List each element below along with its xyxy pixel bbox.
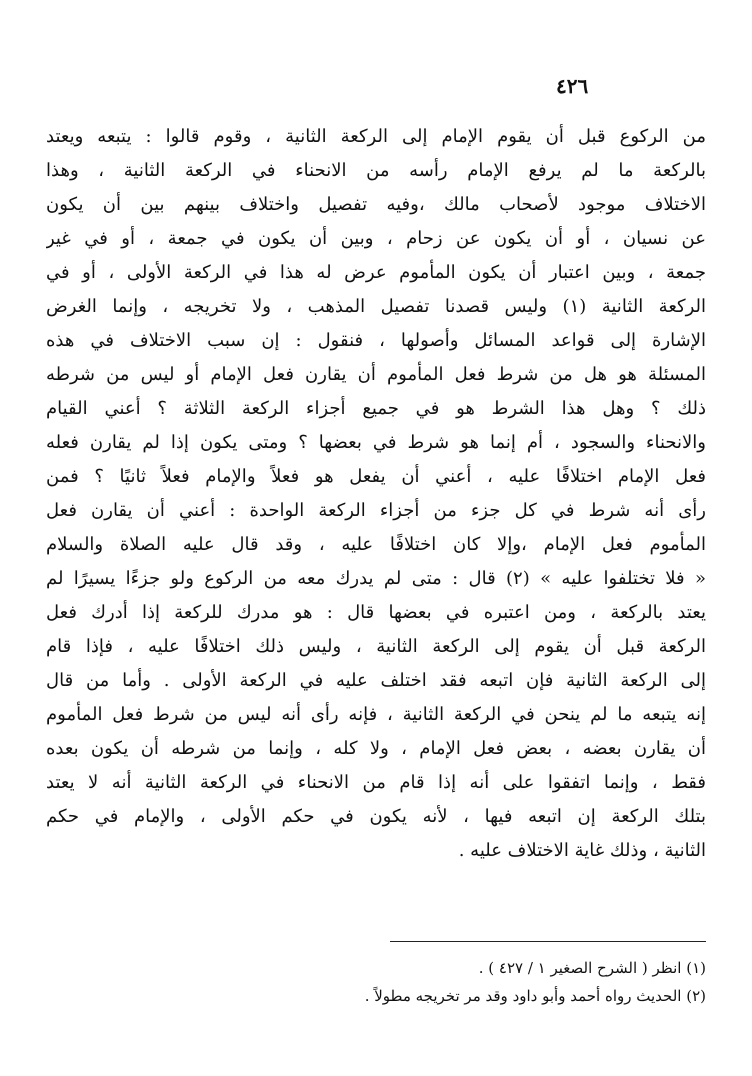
text-line: فعل الإمام اختلافًا عليه ، أعني أن يفعل هو فعلاً والإمام فعلاً ثانيًا ؟ فمن xyxy=(46,466,706,487)
text-line: يعتد بالركعة ، ومن اعتبره في بعضها قال : هو مدرك للركعة إذا أدرك فعل xyxy=(46,602,706,623)
text-line: « فلا تختلفوا عليه » (٢) قال : متى لم يدرك معه من الركوع ولو جزءًا يسيرًا لم xyxy=(46,568,706,589)
text-line: رأى أنه شرط في كل جزء من أجزاء الركعة الواحدة : أعني أن يقارن فعل xyxy=(46,500,706,521)
text-line: أن يقارن بعضه ، بعض فعل الإمام ، ولا كله ، وإنما من شرطه أن يكون بعده xyxy=(46,738,706,759)
page-number: ٤٢٦ xyxy=(556,74,589,98)
text-line: إلى الركعة الثانية فإن اتبعه فقد اختلف عليه في الركعة الأولى . وأما من قال xyxy=(46,670,706,691)
text-line: ذلك ؟ وهل هذا الشرط هو في جميع أجزاء الركعة الثلاثة ؟ أعني القيام xyxy=(46,398,706,419)
footnote-divider xyxy=(390,941,706,942)
footnote: (٢) الحديث رواه أحمد وأبو داود وقد مر تخريجه مطولاً . xyxy=(364,987,706,1005)
text-line: بتلك الركعة إن اتبعه فيها ، لأنه يكون في حكم الأولى ، والإمام في حكم xyxy=(46,806,706,827)
text-line: الثانية ، وذلك غاية الاختلاف عليه . xyxy=(458,840,706,861)
text-line: من الركوع قبل أن يقوم الإمام إلى الركعة الثانية ، وقوم قالوا : يتبعه ويعتد xyxy=(46,126,706,147)
body-text xyxy=(46,120,706,868)
text-line: بالركعة ما لم يرفع الإمام رأسه من الانحناء في الركعة الثانية ، وهذا xyxy=(46,160,706,181)
text-line: الركعة الثانية (١) وليس قصدنا تفصيل المذهب ، ولا تخريجه ، وإنما الغرض xyxy=(46,296,706,317)
text-line: الركعة قبل أن يقوم إلى الركعة الثانية ، وليس ذلك اختلافًا عليه ، فإذا قام xyxy=(46,636,706,657)
text-line: الإشارة إلى قواعد المسائل وأصولها ، فنقول : إن سبب الاختلاف في هذه xyxy=(46,330,706,351)
text-line: والانحناء والسجود ، أم إنما هو شرط في بعضها ؟ ومتى يكون إذا لم يقارن فعله xyxy=(46,432,706,453)
text-line: المسئلة هو هل من شرط فعل المأموم أن يقارن فعل الإمام أو ليس من شرطه xyxy=(46,364,706,385)
text-line: فقط ، وإنما اتفقوا على أنه إذا قام من الانحناء في الركعة الثانية أنه لا يعتد xyxy=(46,772,706,793)
text-line: المأموم فعل الإمام ،وإلا كان اختلافًا عليه ، وقد قال عليه الصلاة والسلام xyxy=(46,534,706,555)
text-line: إنه يتبعه ما لم ينحن في الركعة الثانية ، فإنه رأى أنه ليس من شرط فعل المأموم xyxy=(46,704,706,725)
text-line: الاختلاف موجود لأصحاب مالك ،وفيه تفصيل واختلاف بينهم بين أن يكون xyxy=(46,194,706,215)
text-line: جمعة ، وبين اعتبار أن يكون المأموم عرض له هذا في الركعة الأولى ، أو في xyxy=(46,262,706,283)
footnote: (١) انظر ( الشرح الصغير ١ / ٤٢٧ ) . xyxy=(478,959,706,977)
footnotes xyxy=(46,954,706,1010)
text-line: عن نسيان ، أو أن يكون عن زحام ، وبين أن يكون في جمعة ، أو في غير xyxy=(46,228,706,249)
